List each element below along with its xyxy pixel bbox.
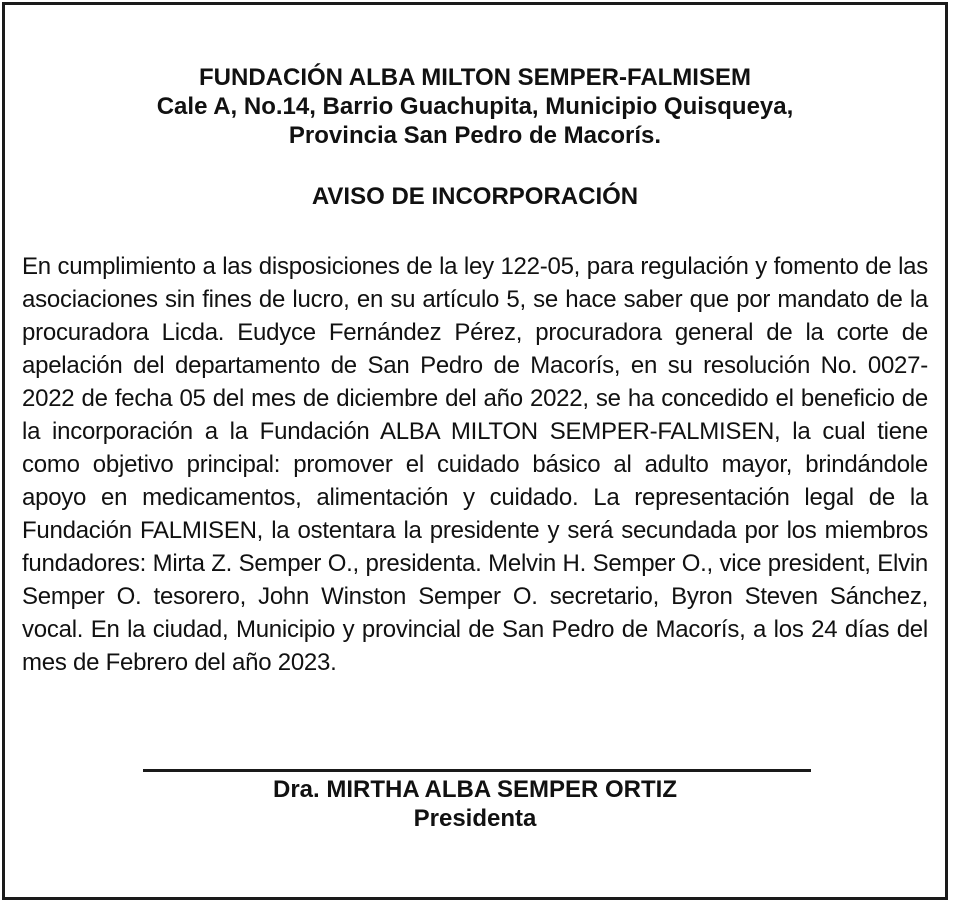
notice-body: En cumplimiento a las disposiciones de la ley 122-05, para regulación y fomento de las asociaciones sin fines de lucro, en su artículo 5, se hace saber que por mandato de la procuradora Licda. Eudyce Fernández Pérez, procuradora general de la corte de apelación del departamento de San Pedro de Macorís, en su resolución No. 0027-2022 de fecha 05 del mes de diciembre del año 2022, se ha concedido el beneficio de la incorporación a la Fundación ALBA MILTON SEMPER-FALMISEN, la cual tiene como objetivo principal: promover el cuidado básico al adulto mayor, brindándole apoyo en medicamentos, alimentación y cuidado. La representación legal de la Fundación FALMISEN, la ostentara la presidente y será secundada por los miembros fundadores: Mirta Z. Semper O., presidenta. Melvin H. Semper O., vice president, Elvin Semper O. tesorero, John Winston Semper O. secretario, Byron Steven Sánchez, vocal. En la ciudad, Municipio y provincial de San Pedro de Macorís, a los 24 días del mes de Febrero del año 2023. (22, 253, 928, 676)
notice-frame (2, 2, 948, 900)
organization-name: FUNDACIÓN ALBA MILTON SEMPER-FALMISEM (199, 64, 751, 91)
signatory-role: Presidenta (413, 805, 537, 832)
notice-title: AVISO DE INCORPORACIÓN (311, 183, 639, 210)
address-line-1: Cale A, No.14, Barrio Guachupita, Municipio Quisqueya, (156, 93, 794, 120)
signature-line (143, 769, 811, 772)
signature-block (5, 775, 945, 833)
signatory-name: Dra. MIRTHA ALBA SEMPER ORTIZ (272, 776, 677, 803)
notice-header (5, 63, 945, 150)
address-line-2: Provincia San Pedro de Macorís. (288, 122, 662, 149)
